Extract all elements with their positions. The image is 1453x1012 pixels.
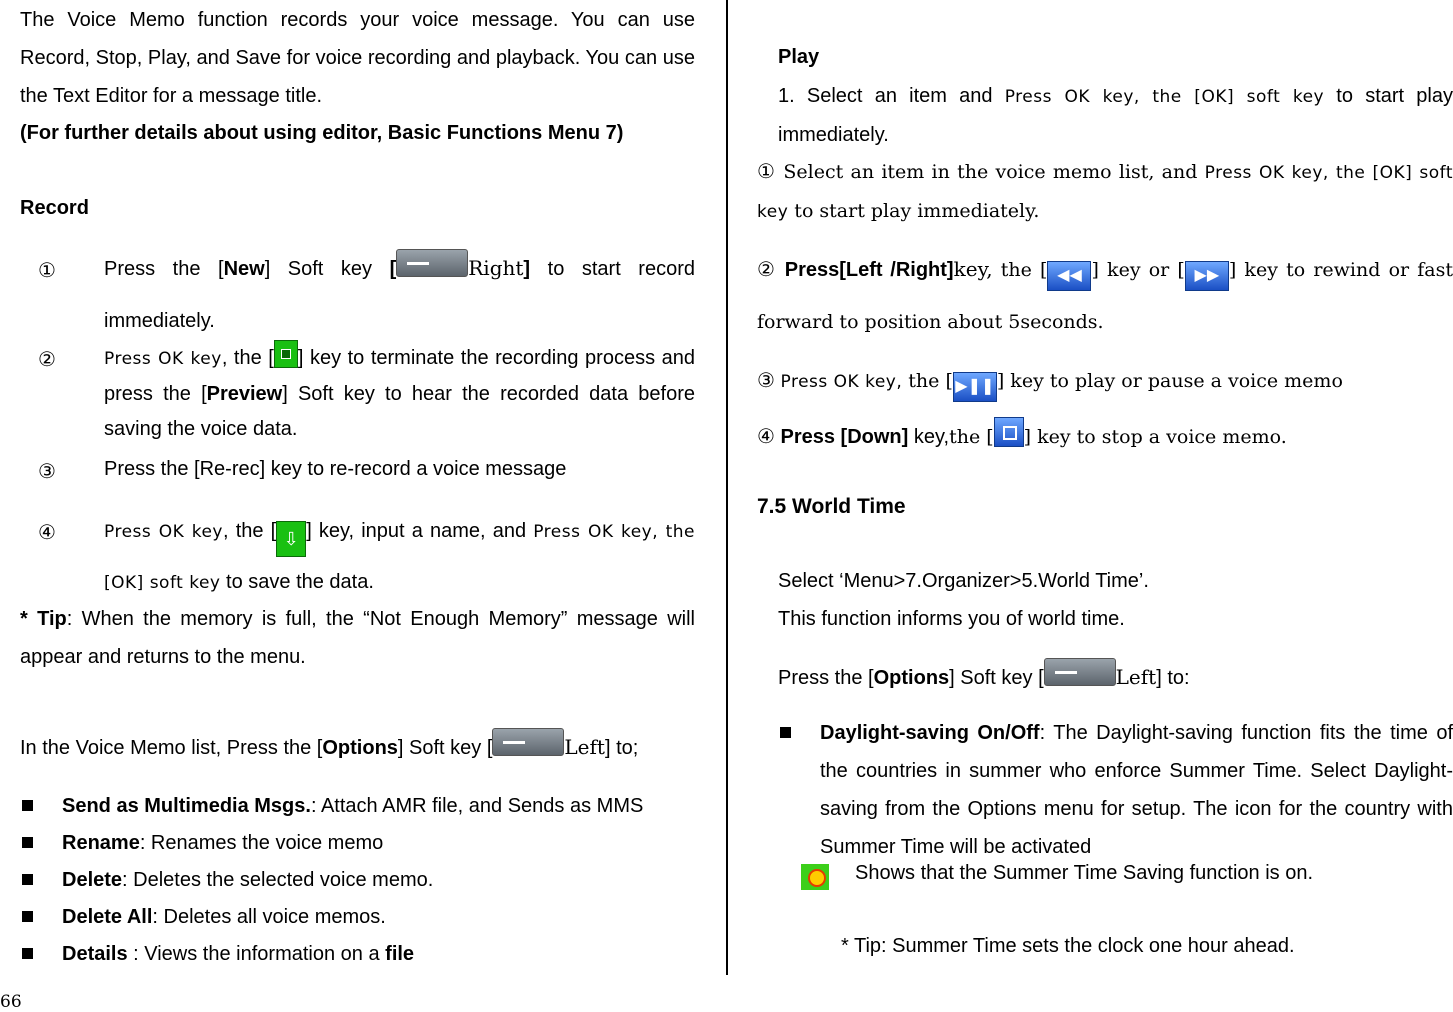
- softkey-icon: [492, 728, 564, 756]
- fast-forward-icon: ▶▶: [1185, 261, 1229, 291]
- world-time-heading: 7.5 World Time: [757, 495, 906, 518]
- intro-paragraph: The Voice Memo function records your voice message. You can use Record, Stop, Play, and Save for voice recording and playback. You can use the Text Editor for a message title.: [20, 9, 695, 107]
- daylight-saving-item: Daylight-saving On/Off: The Daylight-saving function fits the time of the countries in summer who enforce Summer Time. Select Daylight-saving from the Options menu for setup. The icon for the country with Summer Time will be activated: [820, 722, 1453, 858]
- step-3-number: ③: [38, 461, 56, 483]
- softkey-icon: [396, 249, 468, 277]
- list-item: Send as Multimedia Msgs.: Attach AMR file, and Sends as MMS: [20, 795, 695, 832]
- step-2: Press OK key, the [ ] key to terminate the recording process and press the [Preview] Soft key to hear the recorded data before saving the voice data.: [104, 340, 695, 447]
- world-time-description: This function informs you of world time.: [778, 608, 1125, 630]
- step-1-number: ①: [38, 260, 56, 282]
- download-arrow-icon: ⇩: [276, 521, 306, 557]
- bullet-icon: [780, 727, 791, 738]
- editor-note: (For further details about using editor, Basic Functions Menu 7): [20, 122, 624, 144]
- play-heading: Play: [778, 46, 820, 68]
- play-circle-2: ② Press[Left /Right]key, the [ ◀◀ ] key or [ ▶▶ ] key to rewind or fast forward to position about 5seconds.: [757, 257, 1453, 333]
- page-number: 66: [0, 992, 22, 1012]
- list-item: Delete All: Deletes all voice memos.: [20, 906, 695, 943]
- bullet-icon: [22, 874, 33, 885]
- softkey-icon: [1044, 658, 1116, 686]
- summer-time-tip: * Tip: Summer Time sets the clock one hour ahead.: [841, 935, 1295, 957]
- list-item: Rename: Renames the voice memo: [20, 832, 695, 869]
- list-item: Details : Views the information on a file: [20, 943, 695, 980]
- options-line: In the Voice Memo list, Press the [Options] Soft key [ Left] to;: [20, 727, 695, 768]
- step-4-number: ④: [38, 522, 56, 544]
- stop-square-icon: [274, 340, 298, 368]
- play-circle-1: ① Select an item in the voice memo list, and Press OK key, the [OK] soft key to start play immediately.: [757, 159, 1453, 222]
- rewind-icon: ◀◀: [1047, 261, 1091, 291]
- play-step-1: 1. Select an item and Press OK key, the [OK] soft key to start play immediately.: [778, 85, 1453, 146]
- bullet-icon: [22, 837, 33, 848]
- step-4: Press OK key, the [ ⇩ ] key, input a name, and Press OK key, the [OK] soft key to save the data.: [104, 520, 695, 593]
- record-heading: Record: [20, 197, 89, 219]
- bullet-icon: [22, 800, 33, 811]
- memory-tip: * Tip: When the memory is full, the “Not Enough Memory” message will appear and returns to the menu.: [20, 608, 696, 668]
- step-3: Press the [Re-rec] key to re-record a voice message: [104, 458, 567, 480]
- options-list: [20, 795, 695, 980]
- list-item: Delete: Deletes the selected voice memo.: [20, 869, 695, 906]
- step-1: Press the [New] Soft key [ Right] to start record immediately.: [104, 242, 695, 347]
- column-divider: [726, 0, 728, 975]
- bullet-icon: [22, 911, 33, 922]
- stop-icon: [994, 417, 1024, 447]
- play-pause-icon: ▶❚❚: [953, 372, 997, 402]
- summer-time-icon: [801, 864, 829, 890]
- bullet-icon: [22, 948, 33, 959]
- world-time-path: Select ‘Menu>7.Organizer>5.World Time’.: [778, 570, 1149, 592]
- step-2-number: ②: [38, 349, 56, 371]
- play-circle-4: ④ Press [Down] key,the [ ] key to stop a voice memo.: [757, 417, 1453, 455]
- play-circle-3: ③ Press OK key, the [ ▶❚❚ ] key to play or pause a voice memo: [757, 362, 1453, 402]
- summer-time-caption: Shows that the Summer Time Saving function is on.: [855, 862, 1313, 884]
- world-time-options-line: Press the [Options] Soft key [ Left] to:: [778, 657, 1190, 698]
